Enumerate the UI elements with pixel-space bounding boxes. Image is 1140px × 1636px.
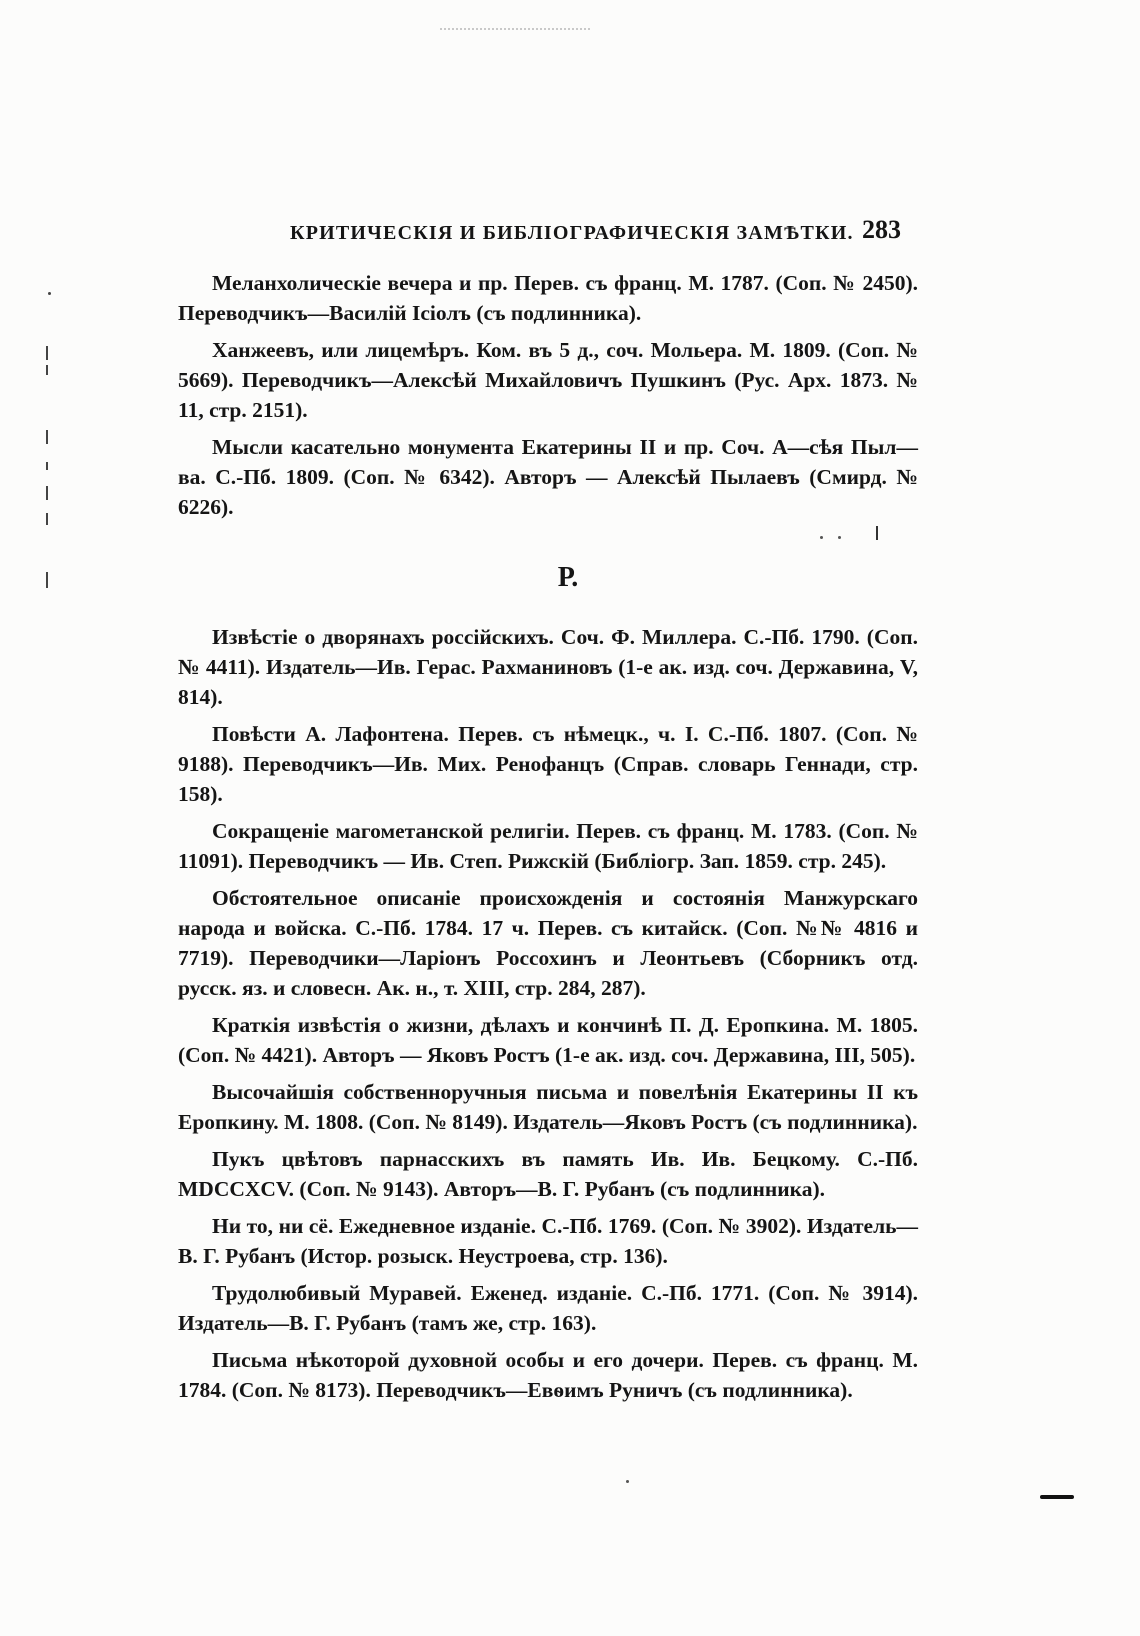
bibliography-entry: Ни то, ни сё. Ежедневное изданіе. С.-Пб. 1769. (Соп. № 3902). Издатель—В. Г. Рубанъ (Истор. розыск. Неустроева, стр. 136). bbox=[178, 1214, 918, 1268]
body-text bbox=[178, 268, 918, 1412]
margin-dash bbox=[1040, 1495, 1074, 1499]
bibliography-entry: Краткія извѣстія о жизни, дѣлахъ и кончинѣ П. Д. Еропкина. М. 1805. (Соп. № 4421). Авторъ — Яковъ Ростъ (1-е ак. изд. соч. Державина, III, 505). bbox=[178, 1013, 918, 1067]
page-number: 283 bbox=[862, 215, 901, 244]
bibliography-entry: Письма нѣкоторой духовной особы и его дочери. Перев. съ франц. М. 1784. (Соп. № 8173). Переводчикъ—Евѳимъ Руничъ (съ подлинника). bbox=[178, 1348, 918, 1402]
bibliography-entry: Ханжеевъ, или лицемѣръ. Ком. въ 5 д., соч. Мольера. М. 1809. (Соп. № 5669). Переводчикъ—Алексѣй Михайловичъ Пушкинъ (Рус. Арх. 1873. № 11, стр. 2151). bbox=[178, 338, 918, 422]
bibliography-entry: Обстоятельное описаніе происхожденія и состоянія Манжурскаго народа и войска. С.-Пб. 1784. 17 ч. Перев. съ китайск. (Соп. №№ 4816 и 7719). Переводчики—Ларіонъ Россохинъ и Леонтьевъ (Сборникъ отд. русск. яз. и словесн. Ак. н., т. XIII, стр. 284, 287). bbox=[178, 886, 918, 1000]
bibliography-entry: Извѣстіе о дворянахъ россійскихъ. Соч. Ф. Миллера. С.-Пб. 1790. (Соп. № 4411). Издатель—Ив. Герас. Рахманиновъ (1-е ак. изд. соч. Державина, V, 814). bbox=[178, 625, 918, 709]
section-letter-heading: Р. bbox=[557, 562, 579, 593]
bibliography-entry: Мысли касательно монумента Екатерины II и пр. Соч. А—сѣя Пыл—ва. С.-Пб. 1809. (Соп. № 6342). Авторъ — Алексѣй Пылаевъ (Смирд. № 6226). bbox=[178, 435, 918, 519]
bibliography-entry: Пукъ цвѣтовъ парнасскихъ въ память Ив. Ив. Бецкому. С.-Пб. MDCCXCV. (Соп. № 9143). Авторъ—В. Г. Рубанъ (съ подлинника). bbox=[178, 1147, 918, 1201]
bibliography-entry: Трудолюбивый Муравей. Еженед. изданіе. С.-Пб. 1771. (Соп. № 3914). Издатель—В. Г. Рубанъ (тамъ же, стр. 163). bbox=[178, 1281, 918, 1335]
running-title: КРИТИЧЕСКІЯ И БИБЛІОГРАФИЧЕСКІЯ ЗАМѢТКИ. bbox=[290, 222, 854, 244]
bibliography-entry: Меланхолическіе вечера и пр. Перев. съ франц. М. 1787. (Соп. № 2450). Переводчикъ—Василій Ісіолъ (съ подлинника). bbox=[178, 271, 918, 325]
bibliography-entry: Повѣсти А. Лафонтена. Перев. съ нѣмецк., ч. I. С.-Пб. 1807. (Соп. № 9188). Переводчикъ—Ив. Мих. Ренофанцъ (Справ. словарь Геннади, стр. 158). bbox=[178, 722, 918, 806]
bibliography-entry: Высочайшія собственноручныя письма и повелѣнія Екатерины II къ Еропкину. М. 1808. (Соп. № 8149). Издатель—Яковъ Ростъ (съ подлинника). bbox=[178, 1080, 918, 1134]
scan-artifact bbox=[440, 28, 590, 38]
bibliography-entry: Сокращеніе магометанской религіи. Перев. съ франц. М. 1783. (Соп. № 11091). Переводчикъ — Ив. Степ. Рижскій (Библіогр. Зап. 1859. стр. 245). bbox=[178, 819, 918, 873]
